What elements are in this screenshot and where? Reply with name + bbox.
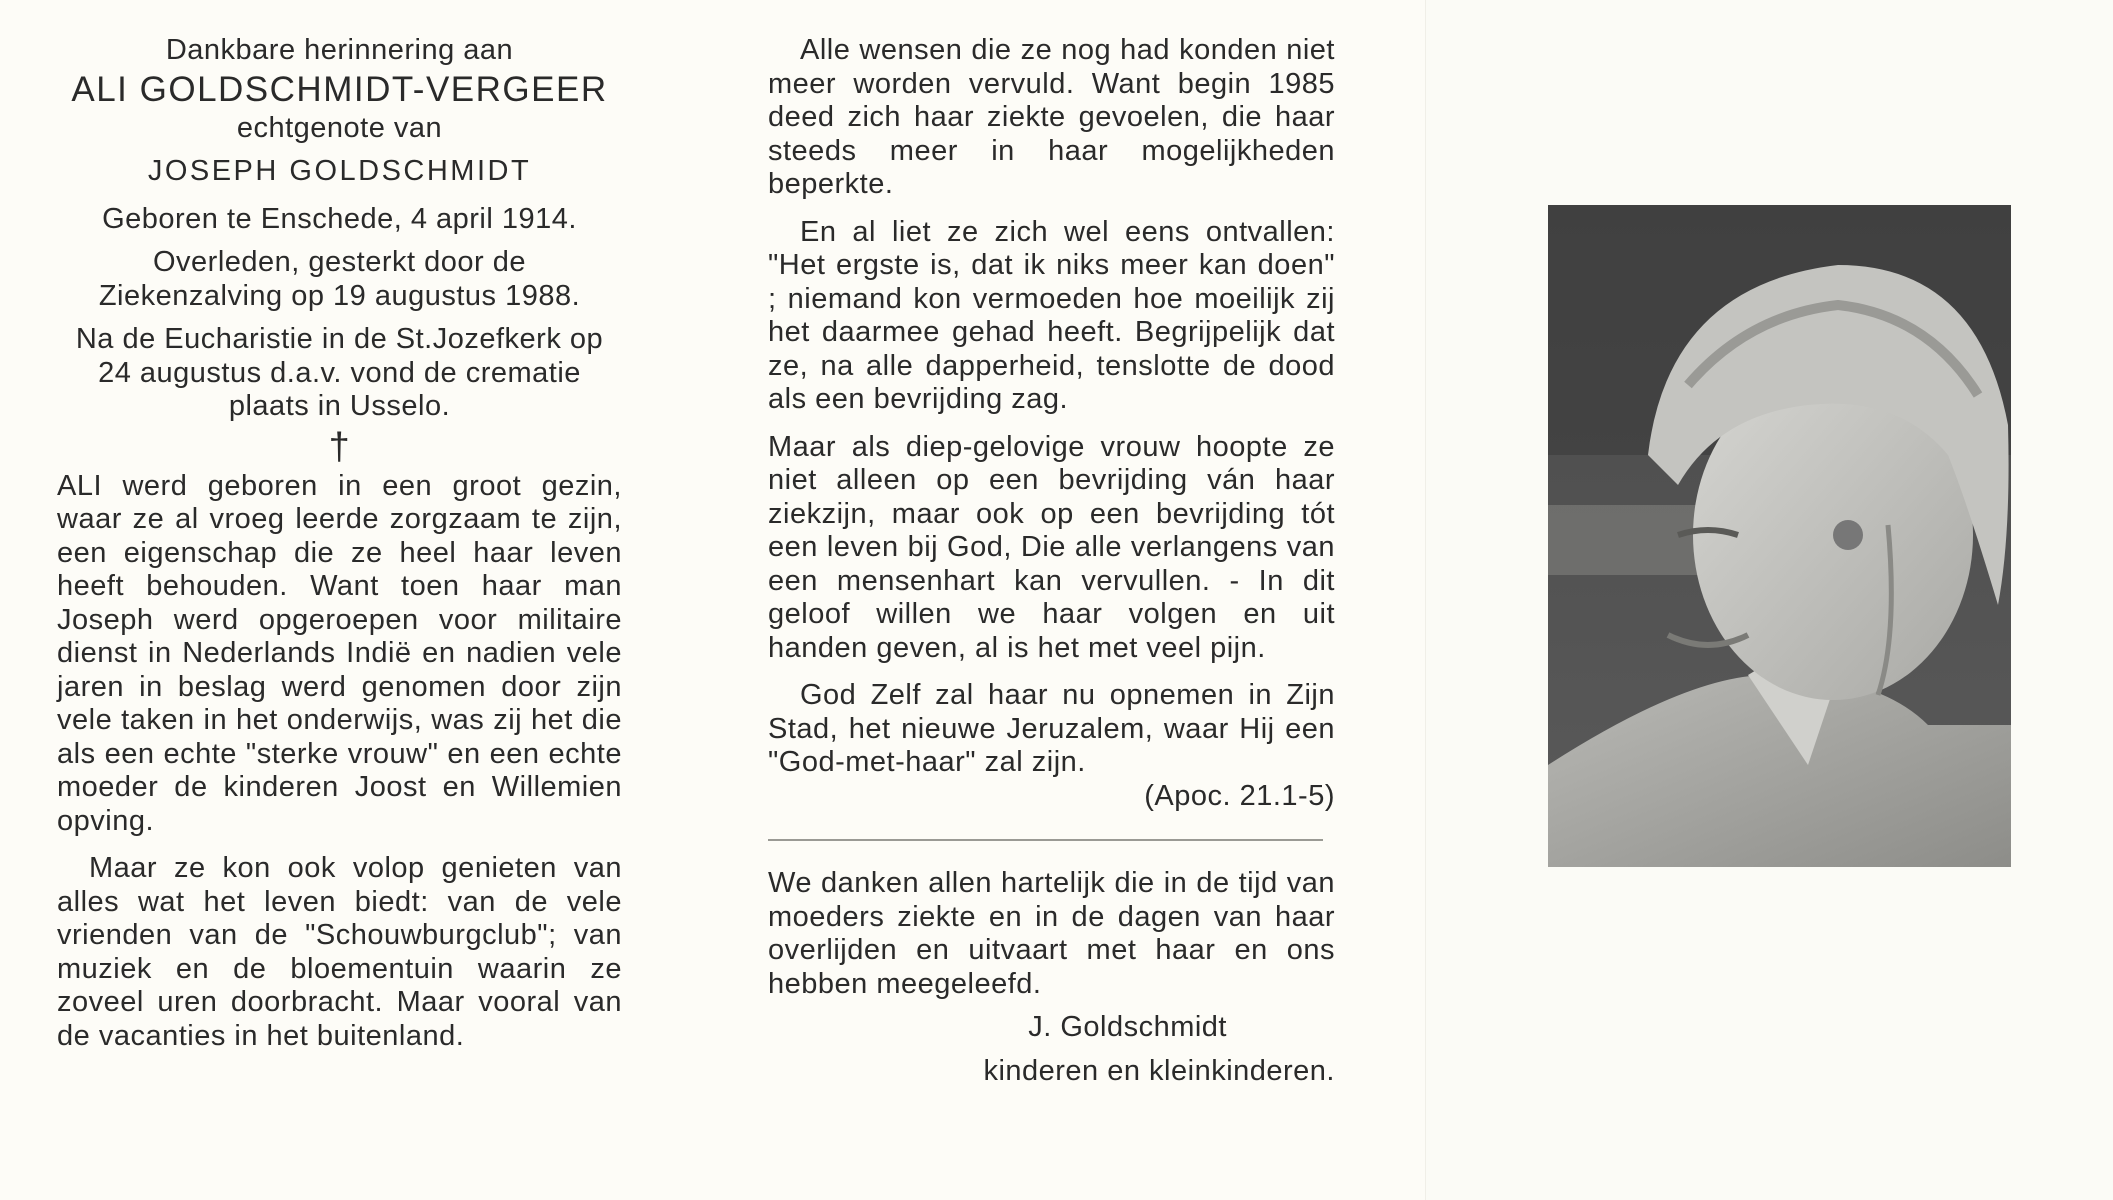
cross-icon: † bbox=[328, 425, 351, 468]
relation-line: echtgenote van bbox=[236, 111, 443, 144]
ceremony-line: Na de Eucharistie in de St.Jozefkerk op 24 augustus d.a.v. vond de crematie plaats in Usselo. bbox=[75, 323, 604, 422]
middle-paragraph-3: Maar als diep-gelovige vrouw hoopte ze niet alleen op een bevrijding ván haar ziekzijn, maar ook op een bevrijding tót een leven bij God, Die alle verlangens van een mensenhart kan vervullen. - In dit geloof willen we haar volgen en uit handen geven, al is het met veel pijn. bbox=[768, 430, 1335, 664]
intro-line: Dankbare herinnering aan bbox=[165, 34, 514, 66]
divider bbox=[768, 839, 1323, 841]
thanks-paragraph: We danken allen hartelijk die in de tijd van moeders ziekte en in de dagen van haar overlijden en uitvaart met haar en ons hebben meegeleefd. bbox=[768, 867, 1335, 1000]
signature-name: J. Goldschmidt bbox=[1028, 1011, 1227, 1043]
signature-family: kinderen en kleinkinderen. bbox=[983, 1054, 1335, 1087]
left-paragraph-1: ALI werd geboren in een groot gezin, waar ze al vroeg leerde zorgzaam te zijn, een eigenschap die ze heel haar leven heeft behouden. Want toen haar man Joseph werd opgeroepen voor militaire dienst in Nederlands Indië en nadien vele jaren in beslag werd genomen door zijn vele taken in het onderwijs, was zij het die als een echte "sterke vrouw" en een echte moeder de kinderen Joost en Willemien opving. bbox=[57, 469, 622, 837]
birth-line: Geboren te Enschede, 4 april 1914. bbox=[102, 202, 577, 235]
middle-paragraph-2: En al liet ze zich wel eens ontvallen: "Het ergste is, dat ik niks meer kan doen" ; niemand kon vermoeden hoe moeilijk zij het daarmee gehad heeft. Begrijpelijk dat ze, na alle dapperheid, tenslotte de dood als een bevrijding zag. bbox=[768, 215, 1335, 415]
deceased-name: ALI GOLDSCHMIDT-VERGEER bbox=[71, 69, 608, 109]
left-column bbox=[57, 34, 622, 1053]
left-paragraph-2: Maar ze kon ook volop genieten van alles wat het leven biedt: van de vele vrienden van de "Schouwburgclub"; van muziek en de bloementuin waarin ze zoveel uren doorbracht. Maar vooral van de vacanties in het buitenland. bbox=[57, 852, 622, 1052]
middle-paragraph-1: Alle wensen die ze nog had konden niet meer worden vervuld. Want begin 1985 deed zich haar ziekte gevoelen, die haar steeds meer in haar mogelijkheden beperkte. bbox=[768, 34, 1335, 200]
portrait-photo bbox=[1548, 205, 2011, 867]
scripture-reference: (Apoc. 21.1-5) bbox=[1144, 779, 1335, 812]
middle-paragraph-4: God Zelf zal haar nu opnemen in Zijn Stad, het nieuwe Jeruzalem, waar Hij een "God-met-haar" zal zijn. bbox=[768, 679, 1335, 778]
middle-column bbox=[768, 34, 1335, 1088]
spouse-name: JOSEPH GOLDSCHMIDT bbox=[147, 155, 532, 187]
death-line: Overleden, gesterkt door de Ziekenzalving op 19 augustus 1988. bbox=[98, 246, 581, 312]
